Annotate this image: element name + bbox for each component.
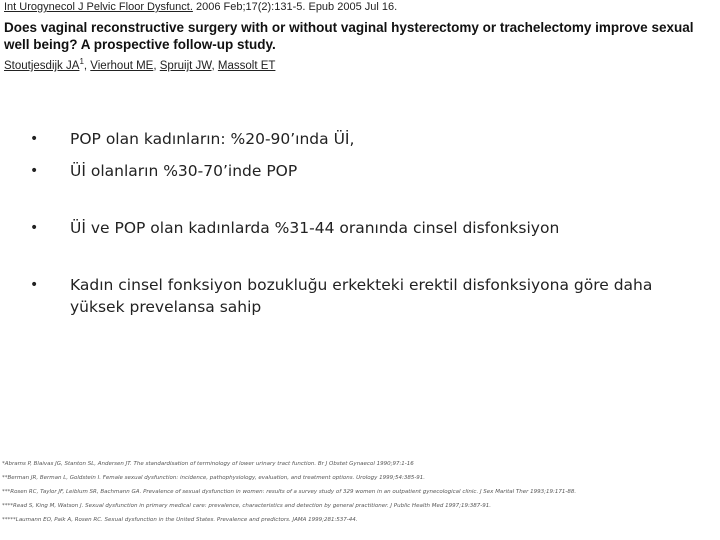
- bullet-text: Kadın cinsel fonksiyon bozukluğu erkekteki erektil disfonksiyona göre daha yüksek prevelansa sahip: [70, 276, 653, 316]
- bullet-dot-icon: •: [30, 163, 39, 179]
- article-title: Does vaginal reconstructive surgery with or without vaginal hysterectomy or trachelectomy improve sexual well being? A prospective follow-up study.: [4, 20, 694, 52]
- author-link[interactable]: Massolt ET: [217, 59, 276, 72]
- reference-list: [2, 461, 718, 531]
- author-link[interactable]: Spruijt JW: [159, 59, 212, 72]
- citation-block: [4, 0, 716, 73]
- bullet-dot-icon: •: [30, 131, 39, 147]
- journal-line: [4, 0, 716, 14]
- bullet-item: [30, 274, 700, 318]
- bullet-list: [30, 128, 700, 318]
- journal-details: 2006 Feb;17(2):131-5. Epub 2005 Jul 16.: [192, 1, 398, 13]
- bullet-text: Üİ olanların %30-70’inde POP: [70, 162, 298, 180]
- author-affiliation-sup: 1: [79, 57, 84, 66]
- reference-item: *****Laumann EO, Paik A, Rosen RC. Sexual dysfunction in the United States. Prevalence and predictors. JAMA 1999;281:537-44.: [2, 517, 358, 523]
- bullet-item: [30, 217, 700, 239]
- reference-item: **Berman JR, Berman L, Goldstein I. Female sexual dysfunction: incidence, pathophysiology, evaluation, and treatment options. Urology 1999;54:385-91.: [2, 475, 426, 481]
- bullet-text: POP olan kadınların: %20-90’ında Üİ,: [70, 130, 355, 148]
- bullet-dot-icon: •: [30, 277, 39, 293]
- bullet-text: Üİ ve POP olan kadınlarda %31-44 oranında cinsel disfonksiyon: [70, 219, 560, 237]
- reference-item: ***Rosen RC, Taylor JF, Leiblum SR, Bachmann GA. Prevalence of sexual dysfunction in women: results of a survey study of 329 women in an outpatient gynecological clinic. J Sex Marital Ther 1993;19:171-88.: [2, 489, 577, 495]
- reference-item: ****Read S, King M, Watson J. Sexual dysfunction in primary medical care: prevalence, characteristics and detection by general practitioner. J Public Health Med 1997;19:387-91.: [2, 503, 492, 509]
- reference-item: *Abrams P, Blaivas JG, Stanton SL, Andersen JT. The standardisation of terminology of lower urinary tract function. Br J Obstet Gynaecol 1990;97:1-16: [2, 461, 414, 467]
- author-link[interactable]: Vierhout ME: [90, 59, 154, 72]
- bullet-item: [30, 128, 700, 150]
- author-list: Stoutjesdijk $JA^1$, Vierhout ME, Spruijt JW, Massolt ET: [4, 57, 276, 72]
- journal-link[interactable]: Int Urogynecol J Pelvic Floor Dysfunct.: [4, 1, 193, 13]
- author-link[interactable]: Stoutjesdijk JA: [4, 59, 80, 72]
- bullet-dot-icon: •: [30, 220, 39, 236]
- bullet-item: [30, 160, 700, 182]
